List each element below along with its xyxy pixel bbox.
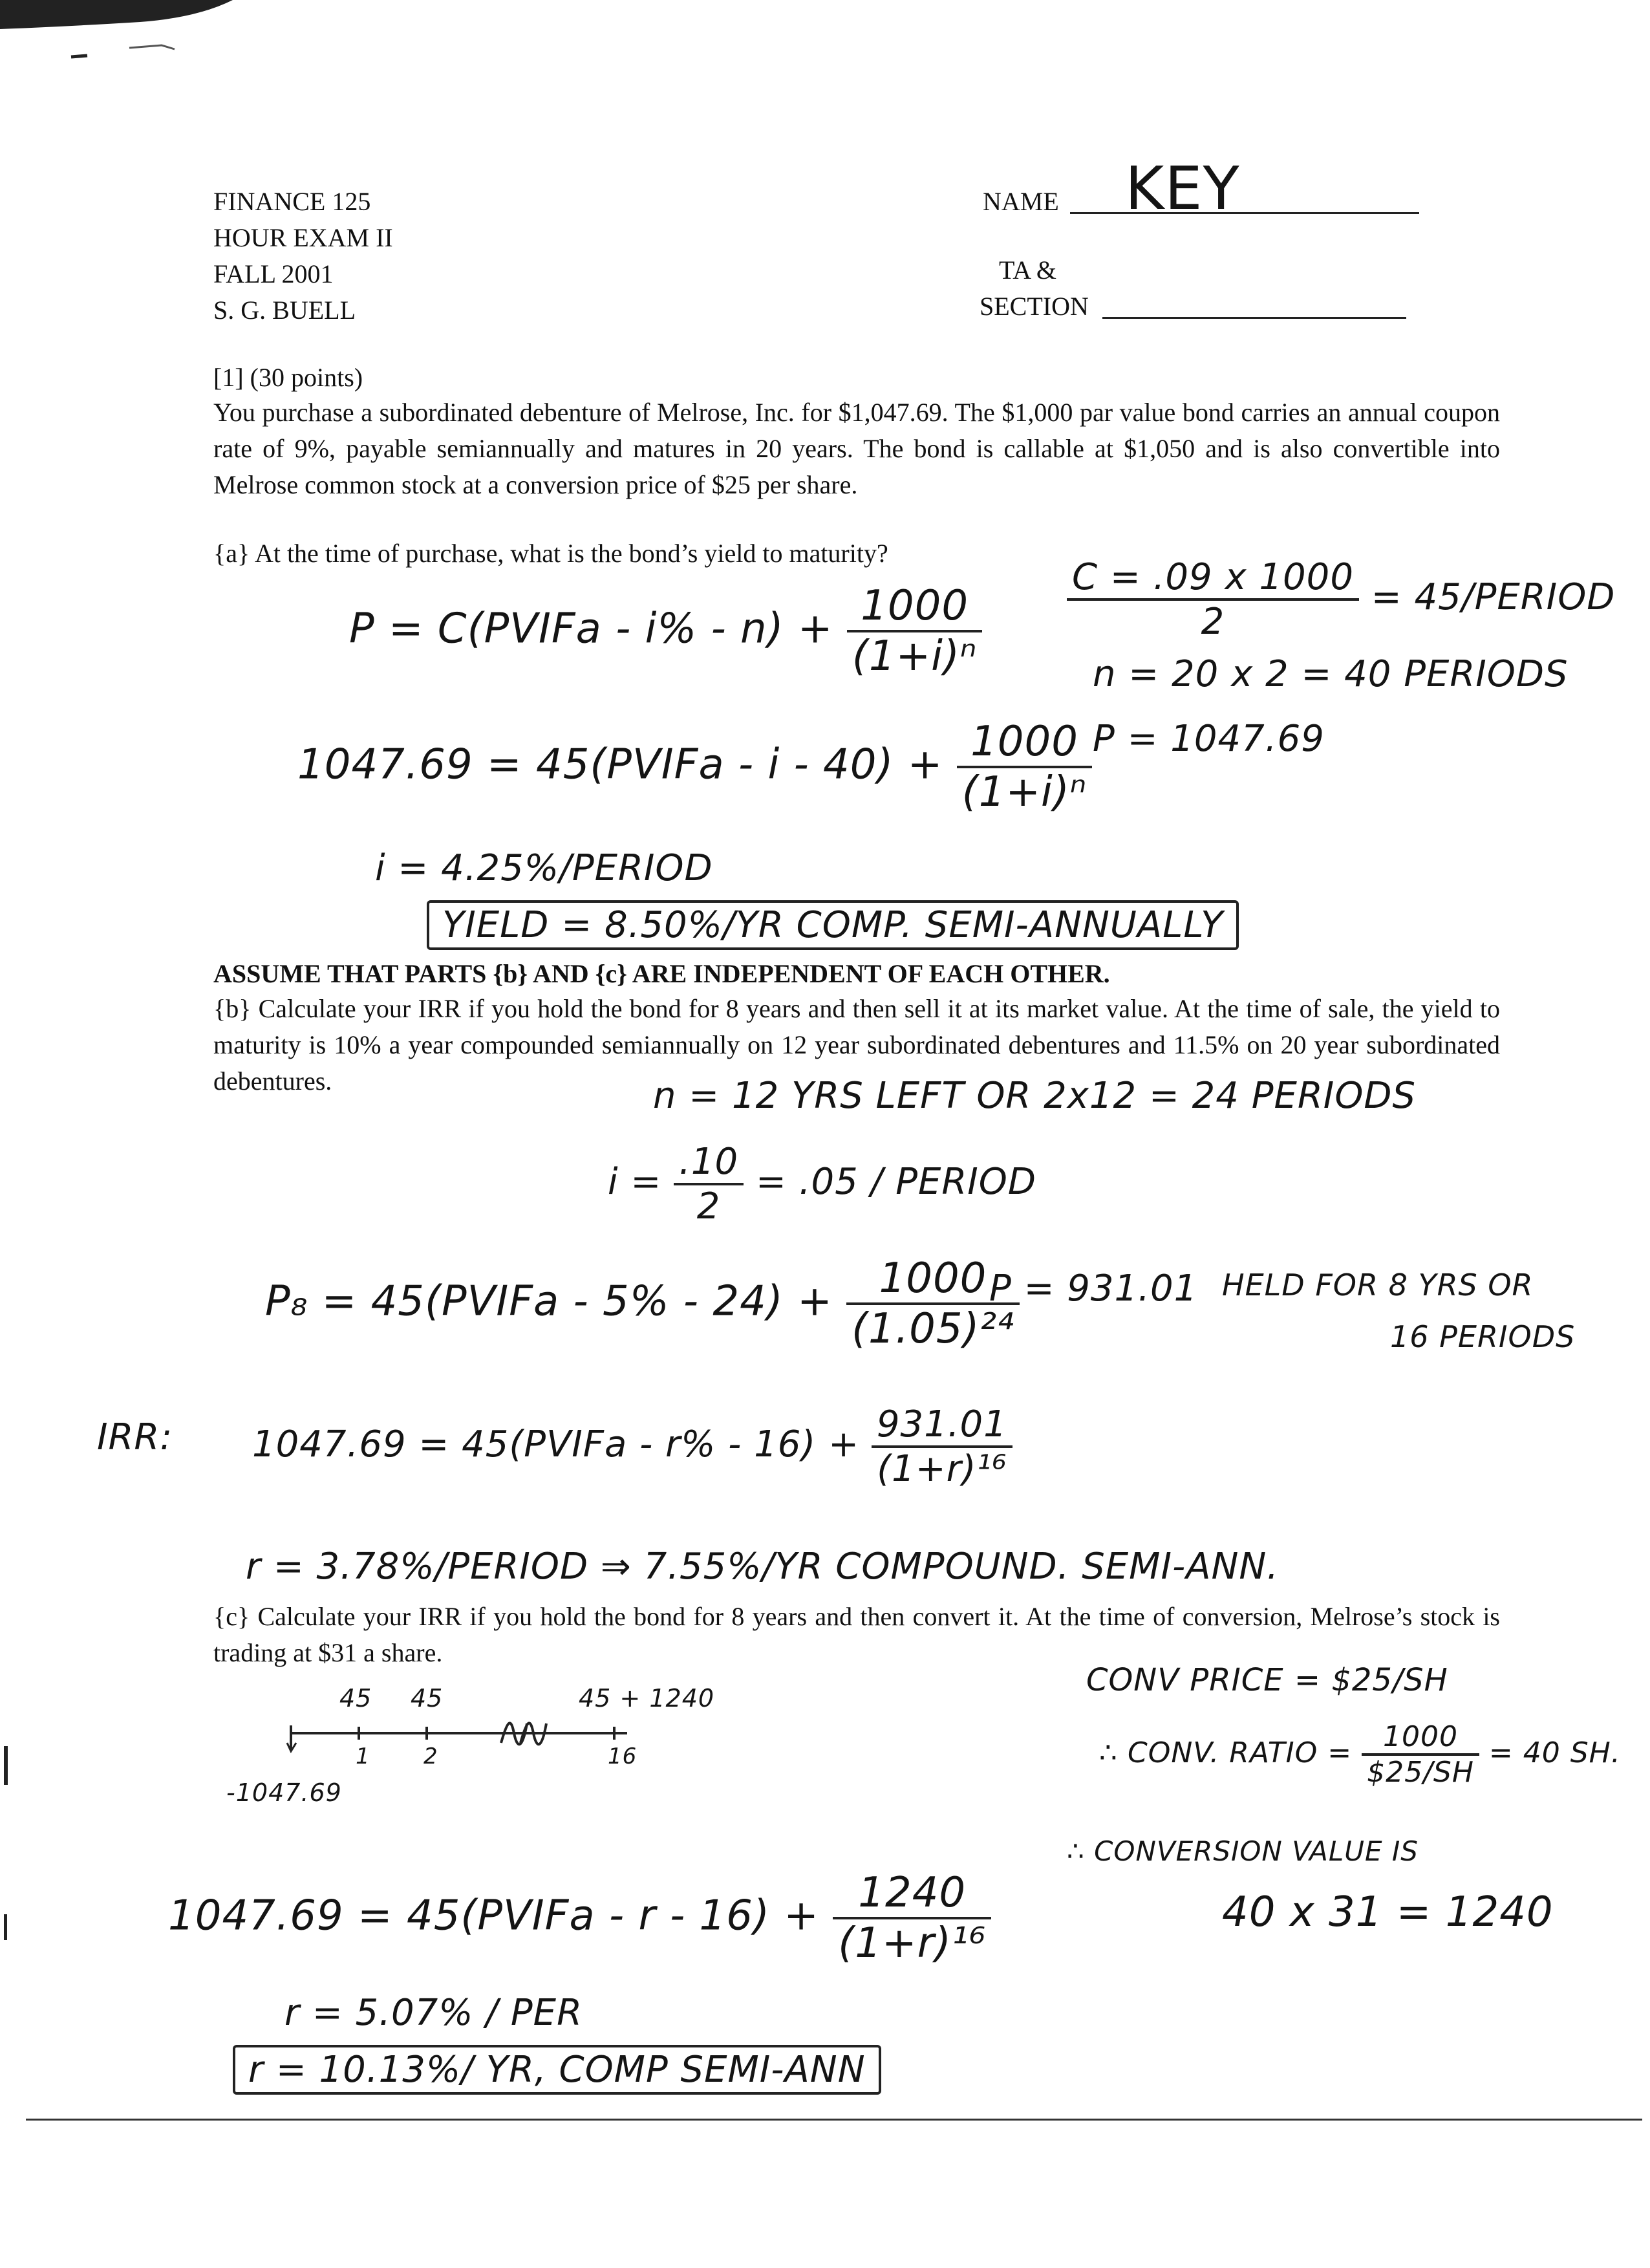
part-c-conv-price: CONV PRICE = $25/SH xyxy=(1086,1662,1448,1698)
scan-smudge xyxy=(0,0,272,78)
conv-ratio-fraction xyxy=(1362,1720,1479,1789)
part-b-r-result: r = 3.78%/PERIOD ⇒ 7.55%/YR COMPOUND. SEMI-ANN. xyxy=(246,1546,1280,1588)
c-irr-fraction xyxy=(833,1869,991,1967)
c-lhs: C = .09 x 1000 xyxy=(1067,556,1359,601)
part-a-p-line: P = 1047.69 xyxy=(1093,718,1325,760)
part-b-p-result: P = 931.01 xyxy=(989,1268,1198,1310)
instructor: S. G. BUELL xyxy=(213,296,356,325)
sub-fraction xyxy=(957,718,1093,816)
conv-ratio-lhs: ∴ CONV. RATIO = xyxy=(1099,1736,1353,1769)
sub-lhs: 1047.69 = 45(PVIFa - i - 40) + xyxy=(297,740,943,789)
formula-lhs: P = C(PVIFa - i% - n) + xyxy=(349,605,833,653)
question-number: [1] (30 points) xyxy=(213,363,363,392)
p8-num: 1000 xyxy=(846,1255,1020,1305)
part-c-prompt: {c} Calculate your IRR if you hold the bond for 8 years and then convert it. At the time of conversion, Melrose’s stock is trading at $31 a share. xyxy=(213,1602,1500,1667)
timeline-cf2: 45 xyxy=(411,1684,444,1712)
name-line xyxy=(1070,212,1419,214)
conv-ratio-den: $25/SH xyxy=(1367,1756,1474,1789)
part-b-held-1: HELD FOR 8 YRS OR xyxy=(1222,1268,1534,1302)
irr-lhs: 1047.69 = 45(PVIFa - r% - 16) + xyxy=(252,1423,860,1466)
cash-flow-timeline xyxy=(278,1714,640,1766)
ta-label: TA & xyxy=(999,255,1057,285)
name-value: KEY xyxy=(1125,154,1240,223)
i-lhs: i = xyxy=(608,1161,662,1204)
formula-num: 1000 xyxy=(847,582,983,632)
part-b-prompt: {b} Calculate your IRR if you hold the bond for 8 years and then sell it at its market value. At the time of sale, the yield to maturity is 10% a year compounded semiannually on 12 year subordinated debentures and 11.5% on 20 year subordinated debentures. xyxy=(213,994,1500,1096)
part-b-p8 xyxy=(265,1255,1020,1353)
course-name: FINANCE 125 xyxy=(213,187,371,216)
part-a-prompt: {a} At the time of purchase, what is the bond’s yield to maturity? xyxy=(213,539,888,568)
part-c-r-period: r = 5.07% / PER xyxy=(284,1992,583,2034)
irr-fraction xyxy=(872,1403,1012,1490)
i-den: 2 xyxy=(696,1185,721,1227)
formula-fraction xyxy=(847,582,983,680)
part-c-r-box: r = 10.13%/ YR, COMP SEMI-ANN xyxy=(233,2045,881,2095)
p8-den: (1.05)²⁴ xyxy=(852,1305,1014,1353)
timeline-p16: 16 xyxy=(608,1744,638,1769)
section-label: SECTION xyxy=(980,292,1089,321)
timeline-cf1: 45 xyxy=(339,1684,372,1712)
timeline-p1: 1 xyxy=(356,1744,370,1769)
i-fraction xyxy=(674,1141,744,1227)
irr-num: 931.01 xyxy=(872,1403,1012,1448)
part-a-i-result: i = 4.25%/PERIOD xyxy=(375,847,713,889)
part-b-irr xyxy=(252,1403,1012,1490)
timeline-p2: 2 xyxy=(423,1744,438,1769)
i-num: .10 xyxy=(674,1141,744,1185)
part-c-irr xyxy=(168,1869,991,1967)
term: FALL 2001 xyxy=(213,259,334,288)
part-b-n-note: n = 12 YRS LEFT OR 2x12 = 24 PERIODS xyxy=(653,1075,1417,1117)
irr-den: (1+r)¹⁶ xyxy=(877,1448,1007,1490)
part-a-formula xyxy=(349,582,982,680)
part-c-conv-value-label: ∴ CONVERSION VALUE IS xyxy=(1067,1835,1419,1867)
part-a-substitution xyxy=(297,718,1092,816)
c-irr-num: 1240 xyxy=(833,1869,991,1919)
part-a-c-calc xyxy=(1067,556,1615,643)
part-c-conv-ratio xyxy=(1099,1720,1621,1789)
c-fraction xyxy=(1067,556,1359,643)
conv-ratio-rhs: = 40 SH. xyxy=(1488,1736,1621,1769)
part-b-irr-label: IRR: xyxy=(97,1416,173,1458)
assume-statement: ASSUME THAT PARTS {b} AND {c} ARE INDEPENDENT OF EACH OTHER. xyxy=(213,959,1110,988)
p8-lhs: P₈ = 45(PVIFa - 5% - 24) + xyxy=(265,1277,833,1326)
part-a-yield-box: YIELD = 8.50%/YR COMP. SEMI-ANNUALLY xyxy=(427,900,1239,950)
conv-ratio-num: 1000 xyxy=(1362,1720,1479,1756)
timeline-start: -1047.69 xyxy=(226,1778,342,1807)
scan-mark xyxy=(4,1746,8,1785)
formula-den: (1+i)ⁿ xyxy=(852,632,978,680)
part-c-conv-value: 40 x 31 = 1240 xyxy=(1222,1888,1554,1936)
name-label: NAME xyxy=(983,187,1059,216)
part-b-i-calc xyxy=(608,1141,1036,1227)
part-b-held-2: 16 PERIODS xyxy=(1390,1319,1576,1354)
scan-mark xyxy=(4,1914,7,1940)
question-text: You purchase a subordinated debenture of Melrose, Inc. for $1,047.69. The $1,000 par value bond carries an annual coupon rate of 9%, payable semiannually and matures in 20 years. The bond is callable at $1,050 and is also convertible into Melrose common stock at a conversion price of $25 per share. xyxy=(213,398,1500,499)
section-line xyxy=(1102,317,1406,319)
course-header xyxy=(213,184,393,329)
c-den: 2 xyxy=(1201,601,1225,643)
bottom-rule xyxy=(26,2119,1642,2121)
sub-den: (1+i)ⁿ xyxy=(961,768,1088,816)
exam-name: HOUR EXAM II xyxy=(213,223,393,252)
c-irr-lhs: 1047.69 = 45(PVIFa - r - 16) + xyxy=(168,1892,819,1940)
i-rhs: = .05 / PERIOD xyxy=(755,1161,1036,1204)
sub-num: 1000 xyxy=(957,718,1093,768)
c-rhs: = 45/PERIOD xyxy=(1371,576,1616,619)
c-irr-den: (1+r)¹⁶ xyxy=(838,1919,987,1967)
timeline-cf16: 45 + 1240 xyxy=(579,1684,715,1712)
part-a-n-line: n = 20 x 2 = 40 PERIODS xyxy=(1093,653,1569,695)
